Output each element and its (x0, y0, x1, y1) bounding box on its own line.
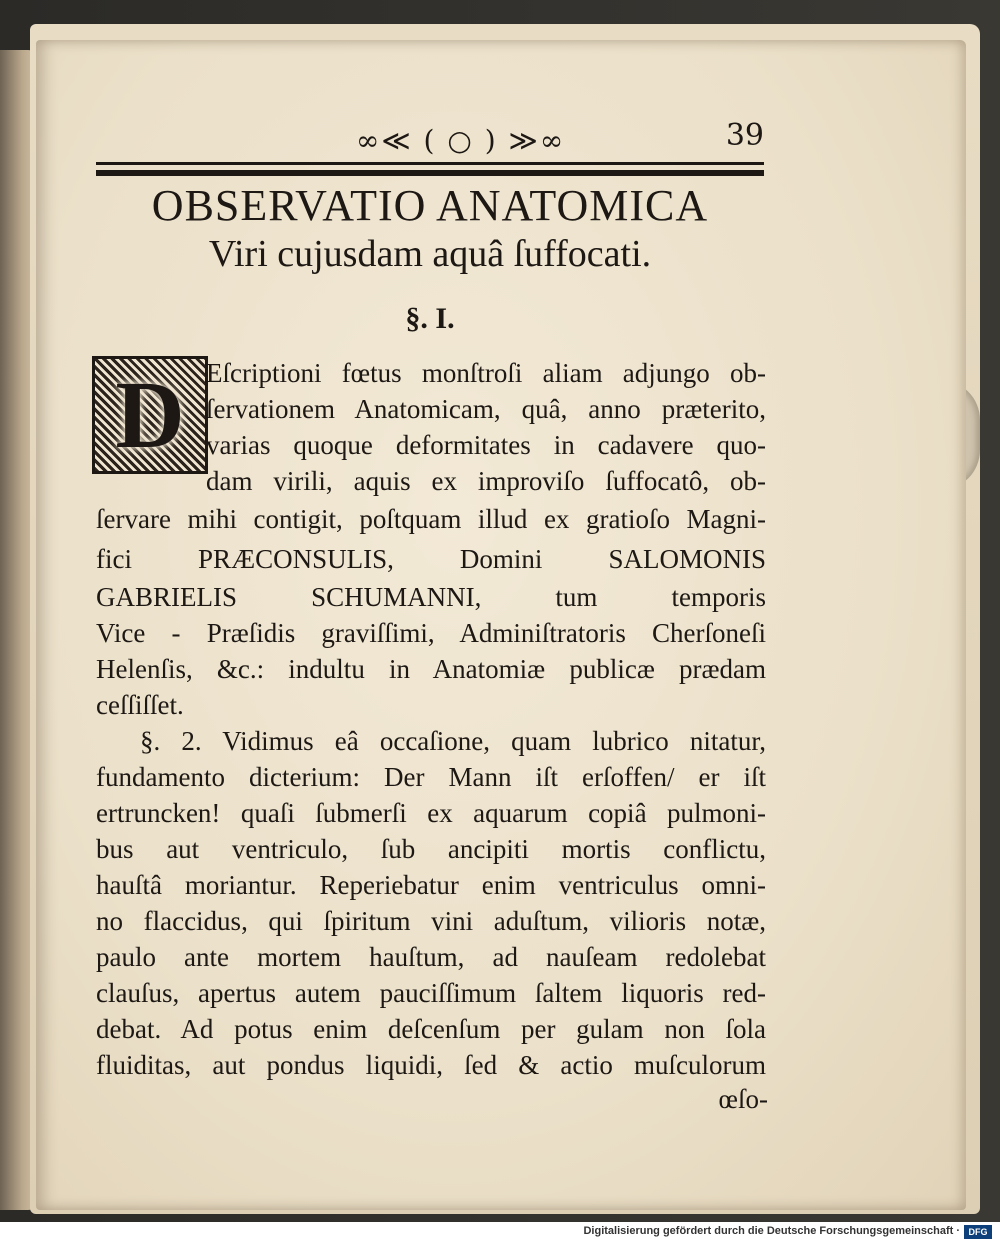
text-line: fici PRÆCONSULIS, Domini SALOMONIS (96, 544, 766, 574)
text-line: clauſus, apertus autem pauciſſimum ſaltem liquoris red- (96, 978, 766, 1008)
text-line: Eſcriptioni fœtus monſtroſi aliam adjungo ob- (206, 358, 766, 388)
text-line: bus aut ventriculo, ſub ancipiti mortis conflictu, (96, 834, 766, 864)
text-line: fluiditas, aut pondus liquidi, ſed & actio muſculorum (96, 1050, 766, 1080)
text-line: Vice - Præſidis graviſſimi, Adminiſtratoris Cherſoneſi (96, 618, 766, 648)
text-line: dam virili, aquis ex improviſo ſuffocatô, ob- (206, 466, 766, 496)
decorated-initial (92, 356, 208, 474)
page-title: OBSERVATIO ANATOMICA (151, 181, 709, 230)
drop-cap-letter: D (115, 361, 185, 468)
text-line: debat. Ad potus enim deſcenſum per gulam non ſola (96, 1014, 766, 1044)
page-number: 39 (725, 118, 764, 153)
text-line: §. 2. Vidimus eâ occaſione, quam lubrico nitatur, (140, 726, 766, 756)
header-rule-thick (96, 170, 764, 176)
text-line: ceſſiſſet. (96, 690, 184, 720)
text-line: Helenſis, &c.: indultu in Anatomiæ publicæ prædam (96, 654, 766, 684)
text-line: hauſtâ moriantur. Reperiebatur enim ventriculus omni- (96, 870, 766, 900)
catchword: œſo- (718, 1084, 768, 1114)
text-line: ſervare mihi contigit, poſtquam illud ex gratioſo Magni- (96, 504, 766, 534)
text-line: ertruncken! quaſi ſubmerſi ex aquarum copiâ pulmoni- (96, 798, 766, 828)
text-line: fundamento dicterium: Der Mann iſt erſoffen/ er iſt (96, 762, 766, 792)
page-header (96, 120, 764, 190)
page-subtitle: Viri cujusdam aquâ ſuffocati. (208, 233, 652, 275)
text-line: no flaccidus, qui ſpiritum vini aduſtum, vilioris notæ, (96, 906, 766, 936)
text-line: GABRIELIS SCHUMANNI, tum temporis (96, 582, 766, 612)
funding-credit: Digitalisierung gefördert durch die Deutsche Forschungsgemeinschaft · (583, 1225, 960, 1237)
text-line: paulo ante mortem hauſtum, ad nauſeam redolebat (96, 942, 766, 972)
header-rule-thin (96, 162, 764, 165)
header-ornament: ∞≪ ( ○ ) ≫∞ (356, 124, 566, 157)
text-line: varias quoque deformitates in cadavere quo- (206, 430, 766, 460)
text-line: ſervationem Anatomicam, quâ, anno præterito, (206, 394, 766, 424)
section-heading: §. I. (405, 302, 455, 335)
digitization-footer (0, 1222, 1000, 1243)
dfg-logo-icon: DFG (964, 1225, 992, 1239)
